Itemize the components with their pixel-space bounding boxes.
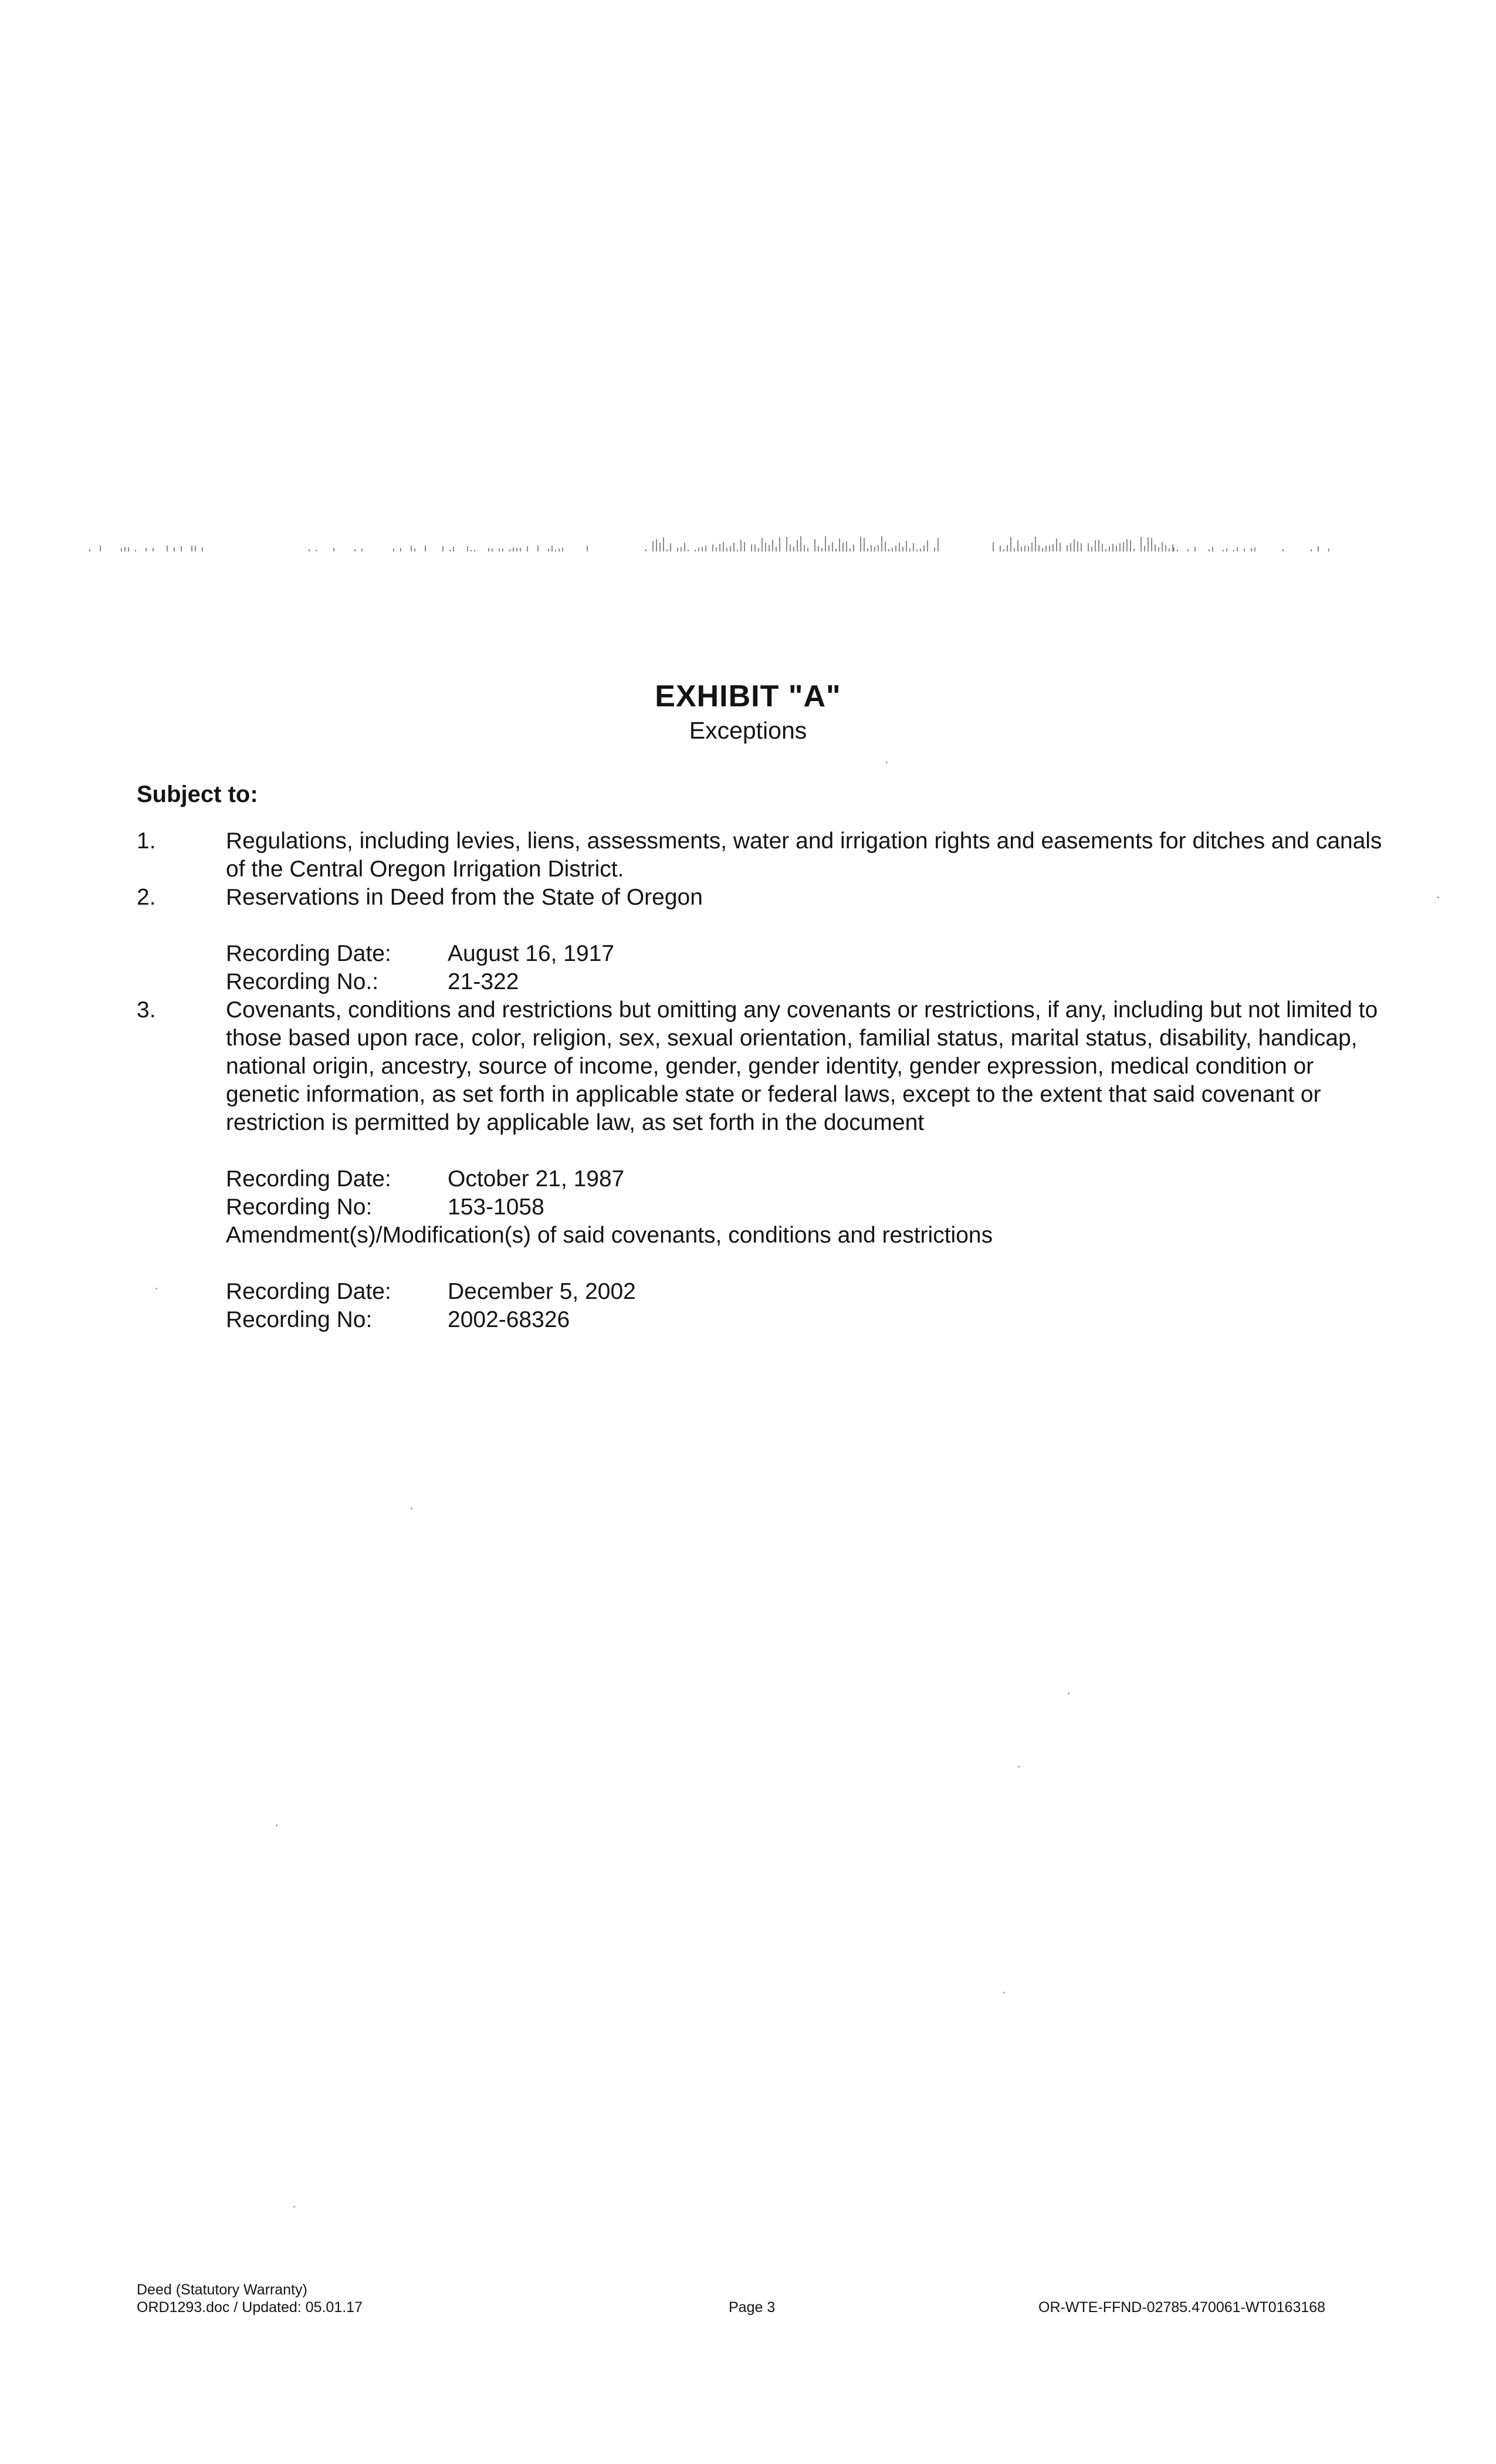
scan-artifact-mark (1088, 543, 1089, 551)
scan-artifact-mark (839, 539, 840, 551)
scan-artifact-mark (1144, 546, 1145, 551)
scan-artifact-mark (453, 547, 454, 551)
scan-artifact-mark (733, 543, 735, 551)
scan-artifact-mark (1119, 543, 1121, 551)
scan-artifact-mark (842, 543, 844, 551)
item-text: Regulations, including levies, liens, assessments, water and irrigation rights and easements for ditches and canals of the Central Oregon Irrigation District. (226, 828, 1382, 882)
scan-artifact-mark (1060, 543, 1061, 551)
scan-artifact-mark (527, 546, 528, 551)
footer-form-name: Deed (Statutory Warranty) (137, 2282, 307, 2298)
scan-artifact-mark (145, 548, 147, 551)
scan-artifact-mark (1017, 540, 1018, 551)
scan-artifact-mark (702, 547, 703, 551)
scan-artifact-mark (1237, 547, 1238, 551)
scan-artifact-mark (1187, 549, 1189, 551)
recording-info (226, 940, 1386, 996)
scan-artifact-mark (885, 541, 886, 551)
scan-speck (411, 1508, 412, 1509)
scan-artifact-mark (1014, 548, 1015, 551)
scan-artifact-mark (920, 549, 921, 551)
scan-artifact-mark (1126, 539, 1128, 551)
scan-speck (155, 1288, 157, 1289)
scan-artifact-mark (1112, 544, 1113, 551)
item-number: 3. (137, 997, 156, 1023)
scan-artifact-mark (1109, 546, 1110, 551)
scan-artifact-mark (652, 541, 654, 551)
exhibit-subtitle: Exceptions (689, 717, 807, 744)
scan-artifact-mark (1042, 548, 1043, 551)
footer-file-number: OR-WTE-FFND-02785.470061-WT0163168 (1038, 2299, 1326, 2316)
scan-artifact-mark (1226, 549, 1227, 551)
scan-artifact-mark (361, 549, 363, 551)
recording-date-value: August 16, 1917 (448, 941, 615, 966)
footer-form-info (137, 2281, 363, 2316)
scan-artifact-mark (449, 550, 451, 551)
scan-artifact-mark (719, 544, 720, 551)
scan-artifact-mark (797, 540, 798, 551)
scan-artifact-mark (562, 547, 563, 551)
scan-artifact-mark (1233, 550, 1234, 551)
footer-doc-info: ORD1293.doc / Updated: 05.01.17 (137, 2299, 363, 2316)
scan-artifact-mark (825, 536, 826, 551)
scan-artifact-mark (124, 547, 126, 551)
scan-artifact-mark (513, 547, 514, 551)
scan-artifact-mark (1067, 545, 1068, 551)
scan-artifact-mark (1070, 543, 1071, 551)
scan-artifact-mark (1091, 547, 1092, 551)
scan-artifact-mark (471, 550, 472, 551)
amendment-recording-info (226, 1278, 1386, 1334)
scan-artifact-mark (174, 547, 175, 551)
scan-artifact-mark (871, 545, 872, 551)
scan-artifact-mark (677, 548, 678, 551)
recording-date-row (226, 940, 1386, 968)
scan-artifact-mark (754, 544, 756, 551)
scan-artifact-mark (1151, 538, 1152, 551)
scan-artifact-mark (1102, 544, 1103, 551)
recording-number-label: Recording No: (226, 1194, 373, 1220)
scan-artifact-mark (393, 549, 394, 551)
scan-artifact-mark (474, 550, 475, 551)
scan-artifact-mark (1318, 546, 1319, 551)
scan-artifact-mark (723, 542, 724, 551)
scan-artifact-mark (442, 546, 444, 551)
scan-artifact-mark (488, 548, 489, 551)
scan-artifact-mark (1074, 539, 1075, 551)
scan-artifact-mark (740, 540, 742, 551)
scan-artifact-mark (1105, 549, 1106, 551)
scan-artifact-mark (548, 549, 549, 551)
scan-artifact-mark (772, 540, 773, 551)
scan-artifact-mark (492, 549, 493, 551)
subject-to-heading: Subject to: (137, 781, 258, 807)
scan-artifact-mark (167, 546, 168, 551)
scan-artifact-mark (1038, 545, 1040, 551)
scan-artifact-mark (874, 547, 875, 551)
scan-artifact-mark (923, 546, 925, 551)
scan-artifact-mark (769, 545, 770, 551)
scan-artifact-mark (1003, 549, 1004, 551)
scan-artifact-mark (821, 548, 823, 551)
scan-artifact-mark (414, 549, 415, 551)
recording-date-label: Recording Date: (226, 1279, 391, 1304)
scan-artifact-mark (89, 549, 90, 551)
scan-artifact-mark (751, 544, 752, 551)
scan-artifact-mark (354, 549, 356, 551)
scan-speck (886, 761, 888, 763)
scan-artifact-mark (1077, 541, 1078, 551)
scan-artifact-mark (892, 548, 893, 551)
scan-artifact-mark (1123, 542, 1124, 551)
scan-artifact-mark (587, 546, 588, 551)
recording-date-label: Recording Date: (226, 1166, 391, 1192)
scan-artifact-mark (153, 548, 154, 551)
scan-artifact-mark (333, 548, 334, 551)
scan-artifact-mark (1148, 537, 1149, 551)
scan-artifact-mark (1028, 546, 1029, 551)
scan-artifact-mark (645, 549, 647, 551)
exception-item-1 (137, 827, 1386, 884)
scan-artifact-mark (1212, 547, 1213, 551)
scan-artifact-mark (309, 549, 310, 551)
scan-artifact-mark (100, 546, 101, 551)
item-text: Covenants, conditions and restrictions but omitting any covenants or restrictions, if any, including but not limited to those based upon race, color, religion, sex, sexual orientation, familial status, marital status, disability, handicap, national origin, ancestry, source of income, gender, gender identity, gender expression, medical condition or genetic information, as set forth in applicable state or federal laws, except to the extent that said covenant or restriction is permitted by applicable law, as set forth in the document (226, 997, 1378, 1135)
scan-artifact-mark (1056, 539, 1057, 551)
scan-artifact-mark (1328, 549, 1329, 551)
scan-artifact-mark (807, 548, 808, 551)
scan-artifact-mark (1173, 547, 1175, 551)
recording-number-value: 21-322 (448, 969, 519, 994)
scan-speck (1003, 1992, 1005, 1993)
scan-artifact-mark (1209, 549, 1210, 551)
recording-date-row (226, 1278, 1386, 1306)
scan-artifact-mark (1081, 543, 1082, 551)
recording-number-row (226, 1306, 1386, 1334)
scan-artifact-mark (790, 544, 791, 551)
scan-artifact-mark (867, 549, 868, 551)
scan-artifact-mark (860, 537, 861, 551)
scan-artifact-mark (1007, 545, 1008, 551)
footer-page-number: Page 3 (729, 2299, 776, 2316)
recording-date-row (226, 1165, 1386, 1193)
scan-artifact-mark (878, 545, 879, 551)
scan-artifact-mark (712, 544, 713, 551)
scan-artifact-mark (1052, 544, 1054, 551)
scan-artifact-mark (555, 550, 556, 551)
item-number: 2. (137, 885, 156, 910)
scan-artifact-mark (895, 546, 896, 551)
recording-date-value: December 5, 2002 (448, 1279, 636, 1304)
scan-artifact-mark (832, 542, 833, 551)
scan-artifact-mark (730, 546, 731, 551)
amendment-text: Amendment(s)/Modification(s) of said covenants, conditions and restrictions (226, 1223, 993, 1248)
scan-artifact-mark (1282, 549, 1284, 551)
scan-artifact-mark (726, 548, 727, 551)
scan-artifact-mark (509, 549, 510, 551)
scan-artifact-mark (1021, 547, 1022, 551)
scan-artifact-mark (499, 549, 500, 551)
scan-artifact-mark (835, 549, 837, 551)
scan-artifact-mark (881, 536, 882, 551)
scan-artifact-mark (559, 549, 560, 551)
recording-info (226, 1165, 1386, 1221)
scan-artifact-mark (1165, 545, 1166, 551)
recording-number-row (226, 968, 1386, 996)
scan-artifact-mark (191, 546, 192, 551)
exhibit-heading (0, 678, 1496, 746)
scan-artifact-mark (1140, 537, 1142, 551)
scan-artifact-mark (537, 546, 539, 551)
scan-artifact-mark (853, 544, 854, 551)
scan-artifact-mark (684, 543, 685, 551)
scan-artifact-mark (698, 547, 699, 551)
scan-artifact-mark (913, 543, 914, 551)
scan-artifact-mark (1194, 547, 1196, 551)
scan-artifact-mark (716, 547, 717, 551)
scan-artifact-mark (1045, 546, 1047, 551)
scan-artifact-mark (663, 537, 664, 551)
scan-speck (1068, 1693, 1069, 1694)
scan-artifact-mark (804, 545, 805, 551)
scan-artifact-mark (937, 538, 939, 551)
scan-artifact-mark (1116, 546, 1117, 551)
scan-artifact-mark (551, 546, 553, 551)
scan-artifact-mark (516, 548, 517, 551)
scan-artifact-mark (659, 543, 661, 551)
scan-artifact-mark (906, 541, 907, 551)
scan-artifact-mark (195, 546, 196, 551)
scan-artifact-mark (425, 546, 426, 551)
scan-artifact-mark (1155, 544, 1156, 551)
scan-artifact-mark (779, 537, 780, 551)
recording-number-value: 153-1058 (448, 1194, 544, 1220)
scan-artifact-mark (1049, 546, 1050, 551)
scan-artifact-mark (1035, 537, 1036, 551)
exhibit-title: EXHIBIT "A" (655, 679, 841, 713)
scan-artifact-mark (1172, 544, 1173, 551)
scan-artifact-mark (695, 550, 696, 551)
scan-artifact-mark (888, 549, 889, 551)
scan-artifact-mark (793, 547, 794, 551)
scan-artifact-mark (1031, 543, 1033, 551)
scan-artifact-mark (400, 548, 401, 551)
scan-artifact-mark (666, 549, 668, 551)
scan-artifact-mark (1169, 549, 1170, 551)
scan-artifact-mark (776, 547, 777, 551)
scan-artifact-mark (1158, 547, 1159, 551)
scan-artifact-mark (899, 543, 900, 551)
exception-item-2 (137, 884, 1386, 912)
recording-number-value: 2002-68326 (448, 1307, 570, 1332)
scan-artifact-line (59, 528, 1349, 557)
scan-artifact-mark (1254, 547, 1255, 551)
scan-artifact-mark (1244, 549, 1245, 551)
scan-artifact-mark (128, 547, 129, 551)
recording-number-label: Recording No: (226, 1307, 373, 1332)
scan-artifact-mark (1223, 550, 1224, 551)
scan-artifact-mark (916, 550, 918, 551)
scan-artifact-mark (202, 547, 203, 551)
scan-artifact-mark (902, 547, 903, 551)
scan-artifact-mark (1177, 550, 1178, 551)
scan-artifact-mark (502, 549, 503, 551)
scan-artifact-mark (864, 538, 865, 551)
scan-artifact-mark (828, 545, 830, 551)
recording-number-row (226, 1193, 1386, 1221)
scan-artifact-mark (411, 546, 412, 551)
scan-artifact-mark (786, 537, 787, 551)
item-number: 1. (137, 828, 156, 854)
scan-artifact-mark (934, 547, 935, 551)
scan-artifact-mark (758, 548, 759, 551)
scan-speck (276, 1825, 277, 1826)
scan-artifact-mark (121, 548, 122, 551)
scan-speck (1437, 896, 1439, 898)
scan-artifact-mark (705, 546, 706, 551)
exceptions-content (137, 779, 1386, 1334)
scan-artifact-mark (181, 546, 182, 551)
exception-item-3 (137, 996, 1386, 1137)
scan-artifact-mark (737, 550, 738, 551)
item-text: Reservations in Deed from the State of Oregon (226, 885, 703, 910)
scan-artifact-mark (670, 543, 671, 551)
scan-artifact-mark (520, 548, 521, 551)
scan-artifact-mark (1251, 548, 1252, 551)
scan-artifact-mark (1010, 537, 1011, 551)
scan-artifact-mark (909, 549, 911, 551)
scan-artifact-mark (744, 542, 745, 551)
scan-artifact-mark (1130, 540, 1131, 551)
scan-artifact-mark (761, 538, 763, 551)
scan-speck (293, 2206, 295, 2208)
scan-artifact-mark (1133, 549, 1135, 551)
scan-artifact-mark (765, 543, 766, 551)
scan-artifact-mark (800, 536, 801, 551)
scan-artifact-mark (656, 539, 657, 551)
recording-date-label: Recording Date: (226, 941, 391, 966)
scan-artifact-mark (846, 541, 847, 551)
scan-artifact-mark (1000, 546, 1001, 551)
scan-artifact-mark (993, 542, 994, 551)
scan-artifact-mark (927, 540, 928, 551)
scan-artifact-mark (316, 550, 317, 551)
recording-date-value: October 21, 1987 (448, 1166, 625, 1192)
scan-artifact-mark (688, 550, 689, 551)
scan-artifact-mark (818, 546, 819, 551)
scan-artifact-mark (1098, 540, 1099, 551)
scan-artifact-mark (135, 550, 136, 551)
scan-artifact-mark (1095, 540, 1096, 551)
scan-artifact-mark (1311, 549, 1312, 551)
scan-artifact-mark (849, 549, 851, 551)
scan-artifact-mark (1162, 542, 1163, 551)
scan-artifact-mark (814, 539, 815, 551)
scan-speck (1018, 1766, 1020, 1768)
scan-artifact-mark (1024, 546, 1025, 551)
scan-artifact-mark (681, 547, 682, 551)
recording-number-label: Recording No.: (226, 969, 379, 994)
scan-artifact-mark (467, 546, 468, 551)
